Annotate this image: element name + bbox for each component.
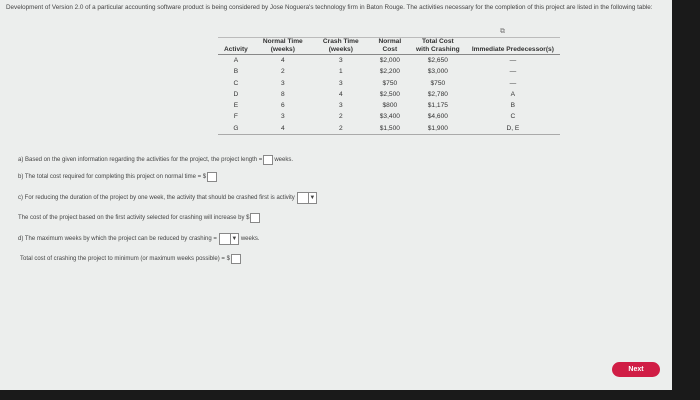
column-header: Crash Time (weeks) <box>312 38 370 55</box>
table-cell: $750 <box>382 79 398 87</box>
table-cell: $1,900 <box>410 123 466 135</box>
intro-text: Development of Version 2.0 of a particular accounting software product is being considered by Jose Noguera's technology firm in Baton Rouge. The activities necessary for the completion of this project are listed in the following table: <box>6 4 653 11</box>
table-row <box>218 123 560 135</box>
table-cell: C <box>233 79 239 87</box>
question-c <box>18 192 319 204</box>
question-d-text: d) The maximum weeks by which the project can be reduced by crashing = <box>18 236 217 242</box>
table-row <box>218 55 560 67</box>
table-row <box>218 78 560 89</box>
table-cell: 4 <box>254 123 312 135</box>
table-cell: 4 <box>338 90 343 98</box>
project-length-input[interactable] <box>263 155 273 165</box>
table-cell: 3 <box>280 113 285 121</box>
table-cell: 3 <box>338 102 343 110</box>
table-cell: 2 <box>338 113 343 121</box>
table-row <box>218 100 560 111</box>
table-cell: $2,650 <box>427 57 448 64</box>
table-cell: $3,400 <box>379 113 400 121</box>
column-header: Immediate Predecessor(s) <box>466 38 560 55</box>
table-cell: $3,000 <box>427 68 448 76</box>
table-cell: 3 <box>338 57 343 64</box>
table-cell: 1 <box>338 68 343 76</box>
table-cell: B <box>233 68 239 76</box>
first-crash-activity-dropdown[interactable] <box>297 192 317 204</box>
table-cell: 2 <box>280 68 285 76</box>
table-cell: 3 <box>338 79 343 87</box>
question-a <box>18 155 293 165</box>
table-cell: A <box>233 57 239 64</box>
table-cell: G <box>218 123 254 135</box>
column-header: Normal Cost <box>370 38 410 55</box>
table-cell: $1,500 <box>370 123 410 135</box>
table-cell: 8 <box>280 90 285 98</box>
table-cell: 2 <box>312 123 370 135</box>
question-b <box>18 172 218 182</box>
question-c-text: c) For reducing the duration of the project by one week, the activity that should be crashed first is activity <box>18 195 295 201</box>
table-cell: $4,600 <box>427 113 448 121</box>
table-cell: $800 <box>382 102 398 110</box>
table-cell: $2,500 <box>379 90 400 98</box>
question-d <box>18 233 260 245</box>
table-cell: — <box>509 79 517 87</box>
column-header: Activity <box>218 38 254 55</box>
question-c2 <box>18 213 261 223</box>
table-cell: D, E <box>466 123 560 135</box>
table-cell: C <box>510 113 516 121</box>
column-header: Normal Time (weeks) <box>254 38 312 55</box>
table-cell: — <box>509 57 517 64</box>
next-button[interactable]: Next <box>612 362 660 377</box>
chevron-down-icon: ▼ <box>231 236 238 242</box>
question-a-text: a) Based on the given information regarding the activities for the project, the project length = <box>18 157 263 163</box>
question-a-unit: weeks. <box>274 157 293 163</box>
table-cell: $750 <box>430 79 446 87</box>
table-row <box>218 66 560 77</box>
cost-increase-input[interactable] <box>250 213 260 223</box>
table-cell: 6 <box>280 102 285 110</box>
table-row <box>218 111 560 122</box>
table-cell: $2,780 <box>427 90 448 98</box>
question-e-text: Total cost of crashing the project to minimum (or maximum weeks possible) = $ <box>20 256 230 262</box>
question-b-text: b) The total cost required for completing this project on normal time = $ <box>18 174 207 180</box>
chevron-down-icon: ▼ <box>309 195 316 201</box>
max-weeks-dropdown[interactable] <box>219 233 239 245</box>
table-cell: $2,200 <box>379 68 400 76</box>
table-cell: 4 <box>280 57 285 64</box>
table-cell: — <box>509 68 517 76</box>
question-e <box>20 254 242 264</box>
table-cell: $2,000 <box>379 57 400 64</box>
table-cell: D <box>233 90 239 98</box>
table-cell: B <box>510 102 516 110</box>
table-cell: E <box>233 102 239 110</box>
table-cell: $1,175 <box>427 102 448 110</box>
normal-cost-input[interactable] <box>207 172 217 182</box>
activity-table <box>218 37 560 135</box>
question-c2-text: The cost of the project based on the first activity selected for crashing will increase by $ <box>18 215 250 221</box>
table-row <box>218 89 560 100</box>
table-cell: A <box>510 90 516 98</box>
table-cell: 3 <box>280 79 285 87</box>
column-header: Total Cost with Crashing <box>410 38 466 55</box>
table-cell: F <box>233 113 238 121</box>
total-crash-cost-input[interactable] <box>231 254 241 264</box>
question-d-unit: weeks. <box>240 236 260 242</box>
copy-icon[interactable]: ⧉ <box>500 28 505 35</box>
